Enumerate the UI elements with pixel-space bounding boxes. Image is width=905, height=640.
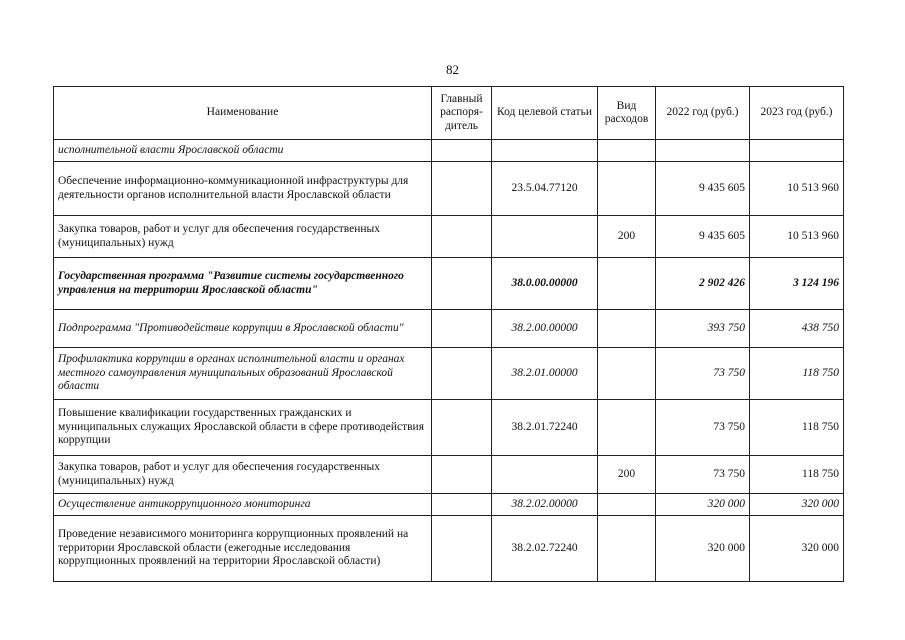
table-row xyxy=(54,456,844,494)
cell-kind xyxy=(598,494,656,516)
cell-kind: 200 xyxy=(598,216,656,258)
cell-2022: 9 435 605 xyxy=(656,216,750,258)
cell-manager xyxy=(432,516,492,582)
cell-code xyxy=(492,216,598,258)
cell-2022 xyxy=(656,140,750,162)
cell-2023: 10 513 960 xyxy=(750,162,844,216)
cell-2022: 393 750 xyxy=(656,310,750,348)
header-2022: 2022 год (руб.) xyxy=(656,87,750,140)
cell-manager xyxy=(432,400,492,456)
cell-2022: 9 435 605 xyxy=(656,162,750,216)
cell-name: Проведение независимого мониторинга коррупционных проявлений на территории Ярославской области (ежегодные исследования коррупционных проявлений на территории Ярославской области) xyxy=(54,516,432,582)
table-row xyxy=(54,516,844,582)
page-number: 82 xyxy=(446,62,459,77)
table-row xyxy=(54,216,844,258)
cell-manager xyxy=(432,258,492,310)
cell-manager xyxy=(432,348,492,400)
header-name: Наименование xyxy=(54,87,432,140)
cell-kind xyxy=(598,310,656,348)
cell-manager xyxy=(432,456,492,494)
table-row xyxy=(54,162,844,216)
cell-2023: 118 750 xyxy=(750,348,844,400)
header-code: Код целевой статьи xyxy=(492,87,598,140)
cell-manager xyxy=(432,216,492,258)
cell-2022: 73 750 xyxy=(656,400,750,456)
table-row xyxy=(54,494,844,516)
cell-manager xyxy=(432,494,492,516)
cell-2022: 73 750 xyxy=(656,456,750,494)
cell-2022: 73 750 xyxy=(656,348,750,400)
table-row xyxy=(54,400,844,456)
cell-kind xyxy=(598,140,656,162)
cell-2023: 320 000 xyxy=(750,516,844,582)
cell-2023: 3 124 196 xyxy=(750,258,844,310)
cell-name: Осуществление антикоррупционного мониторинга xyxy=(54,494,432,516)
cell-code xyxy=(492,140,598,162)
cell-name: Обеспечение информационно-коммуникационной инфраструктуры для деятельности органов исполнительной власти Ярославской области xyxy=(54,162,432,216)
cell-kind xyxy=(598,258,656,310)
cell-2023: 118 750 xyxy=(750,400,844,456)
cell-code: 38.2.02.00000 xyxy=(492,494,598,516)
cell-manager xyxy=(432,162,492,216)
cell-name: Подпрограмма "Противодействие коррупции в Ярославской области" xyxy=(54,310,432,348)
table-header xyxy=(54,87,844,140)
table-body xyxy=(54,140,844,582)
cell-name: Государственная программа "Развитие системы государственного управления на территории Ярославской области" xyxy=(54,258,432,310)
cell-kind xyxy=(598,400,656,456)
cell-2023 xyxy=(750,140,844,162)
cell-manager xyxy=(432,140,492,162)
cell-2022: 320 000 xyxy=(656,516,750,582)
cell-name: Профилактика коррупции в органах исполнительной власти и органах местного самоуправления муниципальных образований Ярославской области xyxy=(54,348,432,400)
cell-2023: 438 750 xyxy=(750,310,844,348)
cell-kind xyxy=(598,516,656,582)
cell-name: Повышение квалификации государственных гражданских и муниципальных служащих Ярославской области в сфере противодействия коррупции xyxy=(54,400,432,456)
cell-2023: 118 750 xyxy=(750,456,844,494)
cell-name: исполнительной власти Ярославской области xyxy=(54,140,432,162)
cell-2022: 320 000 xyxy=(656,494,750,516)
cell-code: 38.2.01.00000 xyxy=(492,348,598,400)
cell-code: 23.5.04.77120 xyxy=(492,162,598,216)
cell-2022: 2 902 426 xyxy=(656,258,750,310)
cell-code: 38.2.02.72240 xyxy=(492,516,598,582)
cell-kind xyxy=(598,162,656,216)
header-2023: 2023 год (руб.) xyxy=(750,87,844,140)
cell-code xyxy=(492,456,598,494)
cell-kind xyxy=(598,348,656,400)
cell-2023: 320 000 xyxy=(750,494,844,516)
cell-name: Закупка товаров, работ и услуг для обеспечения государственных (муниципальных) нужд xyxy=(54,216,432,258)
header-kind: Вид расходов xyxy=(598,87,656,140)
header-manager: Главный распоря-дитель xyxy=(432,87,492,140)
header-row xyxy=(54,87,844,140)
cell-kind: 200 xyxy=(598,456,656,494)
cell-2023: 10 513 960 xyxy=(750,216,844,258)
cell-name: Закупка товаров, работ и услуг для обеспечения государственных (муниципальных) нужд xyxy=(54,456,432,494)
cell-code: 38.0.00.00000 xyxy=(492,258,598,310)
cell-manager xyxy=(432,310,492,348)
budget-table xyxy=(53,86,844,582)
cell-code: 38.2.01.72240 xyxy=(492,400,598,456)
table-row xyxy=(54,140,844,162)
table-row xyxy=(54,258,844,310)
cell-code: 38.2.00.00000 xyxy=(492,310,598,348)
table-row xyxy=(54,310,844,348)
table-row xyxy=(54,348,844,400)
